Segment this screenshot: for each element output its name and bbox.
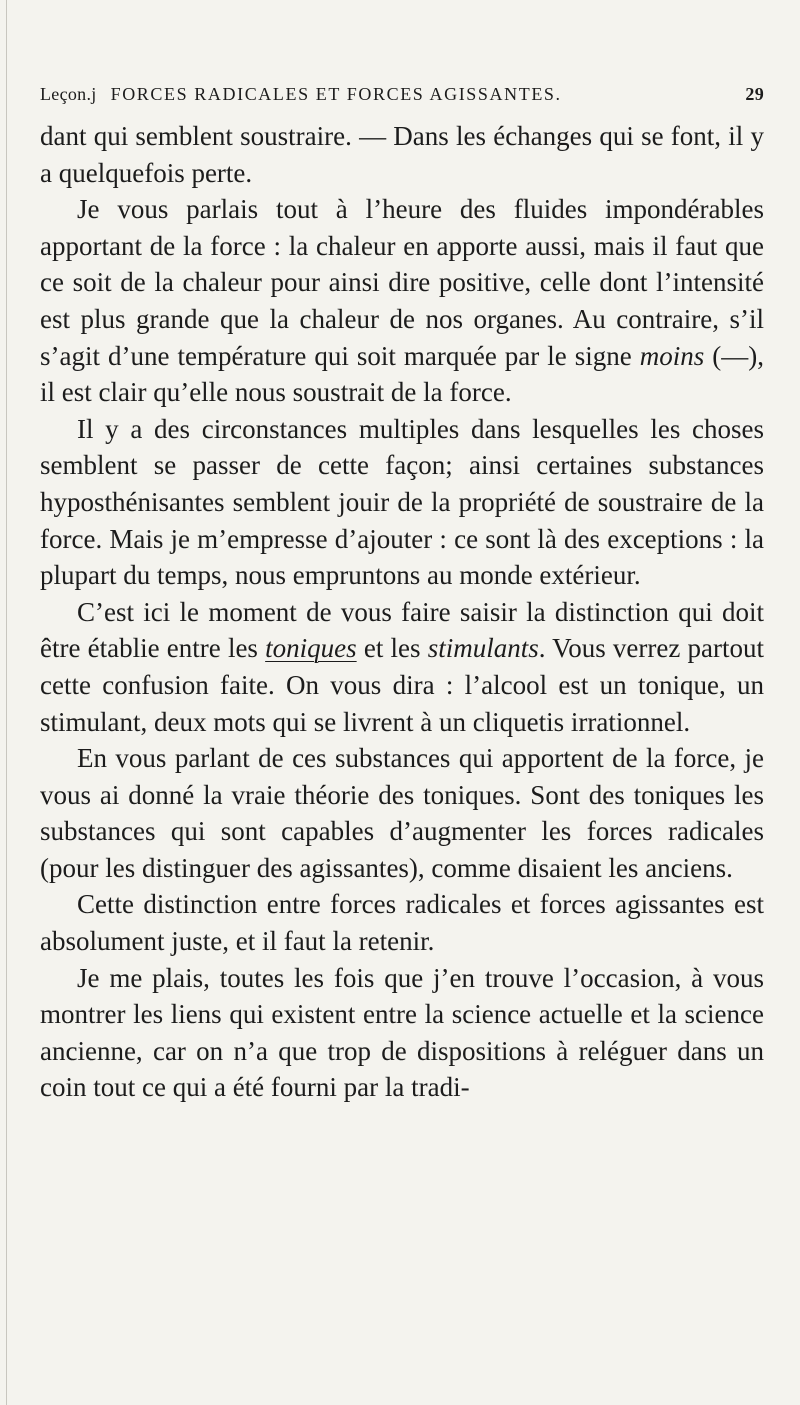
italic-word-stimulants: stimulants <box>427 633 539 664</box>
paragraph-3: Il y a des circonstances multiples dans lesquelles les choses semblent se passer de cette façon; ainsi certaines substances hyposthénisantes semblent jouir de la propriété de soustraire de la force. Mais je m’empresse d’ajouter : ce sont là des exceptions : la plupart du temps, nous empruntons au monde extérieur. <box>40 413 764 591</box>
paragraph-7: Je me plais, toutes les fois que j’en trouve l’occasion, à vous montrer les liens qui existent entre la science actuelle et la science ancienne, car on n’a que trop de dispositions à reléguer dans un coin tout ce qui a été fourni par la tradi- <box>40 962 764 1103</box>
italic-word-moins: moins <box>639 340 705 371</box>
paragraph-2 <box>40 191 764 411</box>
header-lesson: Leçon.j <box>40 84 97 104</box>
italic-word-toniques: toniques <box>265 633 357 664</box>
paragraph-4 <box>40 594 764 740</box>
paragraph-4-text-b: et les <box>356 633 428 664</box>
header-title: FORCES RADICALES ET FORCES AGISSANTES. <box>110 84 562 104</box>
paragraph-6: Cette distinction entre forces radicales et forces agissantes est absolument juste, et il faut la retenir. <box>40 889 764 957</box>
paragraph-4-text-a: C’est ici le moment de vous faire saisir la distinction qui doit être établie entre les <box>40 596 764 664</box>
page-number: 29 <box>745 84 764 104</box>
paragraph-2-text-b: (—), il est clair qu’elle nous soustrait de la force. <box>40 340 764 408</box>
running-header <box>40 84 764 114</box>
paragraph-1: dant qui semblent soustraire. — Dans les échanges qui se font, il y a quelquefois perte. <box>40 121 764 188</box>
paragraph-2-text-a: Je vous parlais tout à l’heure des fluides impondérables apportant de la force : la chaleur en apporte aussi, mais il faut que ce soit de la chaleur pour ainsi dire positive, celle dont l’intensité est plus grande que la chaleur de nos organes. Au contraire, s’il s’agit d’une température qui soit marquée par le signe <box>40 194 764 371</box>
paragraph-4-text-c: . Vous verrez partout cette confusion faite. On vous dira : l’alcool est un tonique, un stimulant, deux mots qui se livrent à un cliquetis irrationnel. <box>40 633 765 737</box>
body-text <box>40 118 764 1106</box>
page-edge-line <box>6 0 7 1405</box>
paragraph-5: En vous parlant de ces substances qui apportent de la force, je vous ai donné la vraie théorie des toniques. Sont des toniques les substances qui sont capables d’augmenter les forces radicales (pour les distinguer des agissantes), comme disaient les anciens. <box>40 743 764 883</box>
